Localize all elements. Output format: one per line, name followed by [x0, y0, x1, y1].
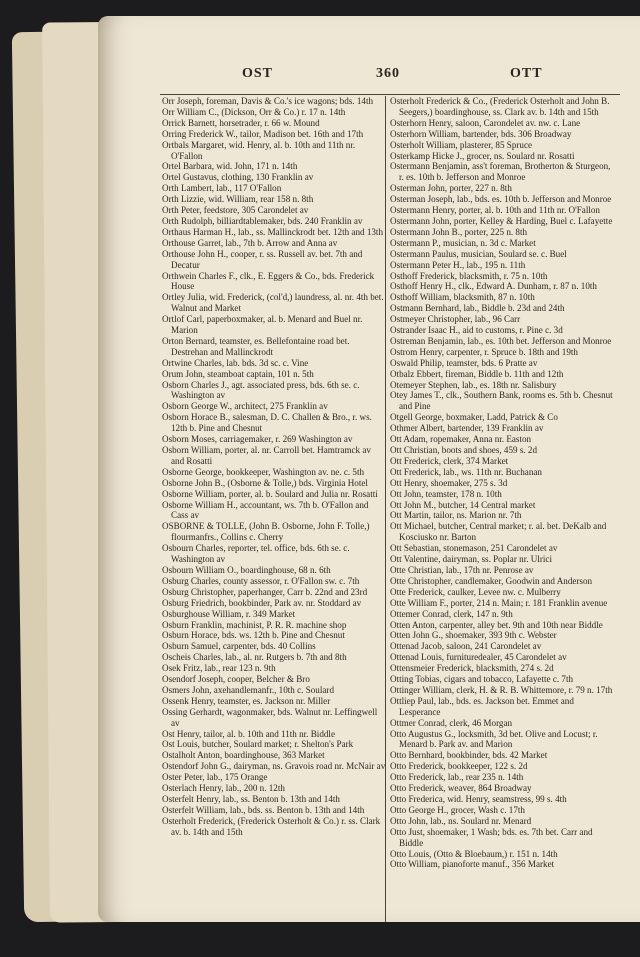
directory-entry: Ostmann Bernhard, lab., Biddle b. 23d and 24th [390, 303, 565, 314]
directory-entry: Osbourn Charles, reporter, tel. office, bds. 6th se. c. Washington av [162, 543, 350, 565]
directory-entry: Ott Frederick, lab., ws. 11th nr. Buchanan [390, 466, 542, 477]
directory-entry: Otto Louis, (Otto & Bloebaum,) r. 151 n. 14th [390, 848, 558, 859]
directory-entry: Ottmer Conrad, clerk, 46 Morgan [390, 717, 513, 728]
directory-entry: Otto John, lab., ns. Soulard nr. Menard [390, 815, 532, 826]
directory-entry: Ottinger William, clerk, H. & R. B. Whittemore, r. 79 n. 17th [390, 684, 613, 695]
directory-page [98, 16, 640, 922]
directory-entry: Osterman John, porter, 227 n. 8th [390, 183, 512, 194]
directory-entry: Ortwine Charles, lab. bds. 3d sc. c. Vine [162, 357, 309, 368]
directory-entry: Ott John, teamster, 178 n. 10th [390, 488, 502, 499]
directory-entry: Ost Henry, tailor, al. b. 10th and 11th nr. Biddle [162, 728, 335, 739]
directory-entry: Otte Frederick, caulker, Levee nw. c. Mulberry [390, 586, 561, 597]
header-left-guide-word: OST [242, 66, 274, 81]
directory-entry: Ott Frederick, clerk, 374 Market [390, 455, 509, 466]
directory-entry: Osborne William H., accountant, ws. 7th b. O'Fallon and Cass av [162, 499, 369, 521]
directory-entry: Orr William C., (Dickson, Orr & Co.) r. 17 n. 14th [162, 106, 346, 117]
directory-entry: Otto Bernhard, bookbinder, bds. 42 Market [390, 750, 548, 761]
directory-entry: Osburn Horace, bds. ws. 12th b. Pine and Chesnut [162, 630, 345, 641]
directory-entry: Osterman Joseph, lab., bds. es. 10th b. Jefferson and Monroe [390, 194, 612, 205]
directory-entry: Osthoff Henry H., clk., Edward A. Dunham, r. 87 n. 10th [390, 281, 597, 292]
directory-entry: Osborn William, porter, al. nr. Carroll bet. Hamtramck av and Rosatti [162, 445, 371, 466]
directory-entry: Ott Martin, tailor, ns. Marion nr. 7th [390, 510, 522, 521]
directory-entry: Oswald Philip, teamster, bds. 6 Pratte av [390, 357, 538, 368]
directory-entry: Osborne William, porter, al. b. Soulard and Julia nr. Rosatti [162, 488, 378, 499]
directory-entry: Ossenk Henry, teamster, es. Jackson nr. Miller [162, 695, 331, 706]
directory-entry: Ostrander Isaac H., aid to customs, r. Pine c. 3d [390, 325, 563, 336]
directory-entry: Osterholt William, plasterer, 85 Spruce [390, 139, 533, 150]
directory-entry: Osburghouse William, r. 349 Market [162, 608, 296, 619]
directory-entry: Ottenad Louis, furnituredealer, 45 Carondelet av [390, 652, 567, 663]
directory-entry: Ostermann Henry, porter, al. b. 10th and 11th nr. O'Fallon [390, 205, 600, 216]
directory-entry: Oscheis Charles, lab., al. nr. Rutgers b. 7th and 8th [162, 652, 347, 663]
page-header [98, 66, 640, 88]
directory-entry: Orrick Barnett, horsetrader, r. 66 w. Mound [162, 117, 320, 128]
directory-entry: Ott Adam, ropemaker, Anna nr. Easton [390, 434, 532, 445]
directory-entry: Osterholt Frederick & Co., (Frederick Osterholt and John B. Seegers,) boardinghouse, ss. Clark av. b. 14th and 15th [390, 96, 610, 117]
directory-entry: Osterlach Henry, lab., 200 n. 12th [162, 783, 285, 794]
directory-entry: Osborn Charles J., agt. associated press, bds. 6th se. c. Washington av [162, 379, 360, 401]
directory-entry: Ostrom Henry, carpenter, r. Spruce b. 18th and 19th [390, 346, 578, 357]
directory-entry: Oster Peter, lab., 175 Orange [162, 772, 268, 783]
directory-entry: Otto Just, shoemaker, 1 Wash; bds. es. 7th bet. Carr and Biddle [390, 826, 593, 848]
directory-entry: Osburg Friedrich, bookbinder, Park av. nr. Stoddard av [162, 597, 362, 608]
directory-entry: Othmer Albert, bartender, 139 Franklin av [390, 423, 544, 434]
directory-entry: Osterfelt Henry, lab., ss. Benton b. 13th and 14th [162, 794, 340, 804]
directory-entry: Orth Lizzie, wid. William, rear 158 n. 8th [162, 194, 314, 205]
directory-entry: Osborn Horace B., salesman, D. C. Challen & Bro., r. ws. 12th b. Pine and Chesnut [162, 412, 372, 434]
directory-entry: Ostermann Peter H., lab., 195 n. 11th [390, 259, 526, 270]
directory-entry: Ostermann John, porter, Kelley & Harding, Buel c. Lafayette [390, 215, 613, 226]
directory-entry: Osterhorn William, bartender, bds. 306 Broadway [390, 128, 572, 139]
directory-entry: Osburn Samuel, carpenter, bds. 40 Collins [162, 641, 316, 652]
directory-entry: Ostermann John B., porter, 225 n. 8th [390, 226, 528, 237]
header-rule [160, 94, 620, 95]
directory-entry: Osendorf Joseph, cooper, Belcher & Bro [162, 674, 310, 685]
directory-entry: Osek Fritz, lab., rear 123 n. 9th [162, 663, 276, 674]
directory-entry: Ott Sebastian, stonemason, 251 Carondelet av [390, 543, 558, 554]
directory-entry: Ostreman Benjamin, lab., es. 10th bet. Jefferson and Monroe [390, 335, 612, 346]
directory-entry: Ostmeyer Christopher, lab., 96 Carr [390, 314, 521, 325]
directory-entry: Otgell George, boxmaker, Ladd, Patrick & Co [390, 412, 558, 423]
directory-entry: Osburg Christopher, paperhanger, Carr b. 22nd and 23rd [162, 586, 368, 597]
header-right-guide-word: OTT [510, 66, 543, 81]
directory-entry: Ortley Julia, wid. Frederick, (col'd,) laundress, al. nr. 4th bet. Walnut and Market [162, 292, 384, 314]
directory-entry: Orth Lambert, lab., 117 O'Fallon [162, 183, 282, 194]
directory-entry: Ortbals Margaret, wid. Henry, al. b. 10th and 11th nr. O'Fallon [162, 139, 356, 161]
directory-entry: Otto Frederica, wid. Henry, seamstress, 99 s. 4th [390, 794, 567, 804]
directory-entry: Osburg Charles, county assessor, r. O'Fallon sw. c. 7th [162, 575, 360, 586]
directory-entry: Osthoff William, blacksmith, 87 n. 10th [390, 292, 535, 303]
directory-entry: Otto Frederick, bookkeeper, 122 s. 2d [390, 761, 528, 772]
directory-entry: Ottemer Conrad, clerk, 147 n. 9th [390, 608, 513, 619]
directory-entry: Ostermann Benjamin, ass't foreman, Brotherton & Sturgeon, r. es. 10th b. Jefferson and Monroe [390, 161, 611, 183]
directory-entry: Ottensmeier Frederick, blacksmith, 274 s. 2d [390, 663, 554, 674]
directory-entry: Orthouse Garret, lab., 7th b. Arrow and Anna av [162, 237, 338, 248]
directory-entry: Osburn Franklin, machinist, P. R. R. machine shop [162, 619, 347, 630]
directory-entry: Ostalholt Anton, boardinghouse, 363 Market [162, 750, 325, 761]
directory-entry: Ottenad Jacob, saloon, 241 Carondelet av [390, 641, 542, 652]
directory-entry: Ostendorf John G., dairyman, ns. Gravois road nr. McNair av [162, 761, 386, 772]
directory-entry: Ost Louis, butcher, Soulard market; r. Shelton's Park [162, 739, 354, 750]
directory-entry: Otto Augustus G., locksmith, 3d bet. Olive and Locust; r. Menard b. Park av. and Marion [390, 728, 598, 750]
directory-entry: Otey James T., clk., Southern Bank, rooms es. 5th b. Chesnut and Pine [390, 390, 613, 412]
directory-entry: Otto William, pianoforte manuf., 356 Market [390, 859, 555, 870]
directory-entry: Osmers John, axehandlemanfr., 10th c. Soulard [162, 684, 334, 695]
directory-entry: Osborne George, bookkeeper, Washington av. ne. c. 5th [162, 466, 365, 477]
directory-entry: Otte Christian, lab., 17th nr. Penrose av [390, 564, 534, 575]
directory-entry: OSBORNE & TOLLE, (John B. Osborne, John F. Tolle,) flourmanfrs., Collins c. Cherry [162, 521, 370, 543]
directory-entry: Orth Peter, feedstore, 305 Carondelet av [162, 205, 309, 216]
directory-entry: Orring Frederick W., tailor, Madison bet. 16th and 17th [162, 128, 364, 139]
directory-entry: Orton Bernard, teamster, es. Bellefontaine road bet. Destrehan and Mallinckrodt [162, 335, 350, 357]
directory-entry: Orth Rudolph, billiardtablemaker, bds. 240 Franklin av [162, 215, 363, 226]
directory-entry: Orr Joseph, foreman, Davis & Co.'s ice wagons; bds. 14th [162, 96, 374, 106]
directory-entry: Ortel Barbara, wid. John, 171 n. 14th [162, 161, 298, 172]
directory-entry: Ott Christian, boots and shoes, 459 s. 2d [390, 445, 538, 455]
directory-entry: Osterhorn Henry, saloon, Carondelet av. nw. c. Lane [390, 117, 581, 128]
directory-entry: Otte Christopher, candlemaker, Goodwin and Anderson [390, 575, 593, 586]
directory-entry: Otto Frederick, weaver, 864 Broadway [390, 783, 532, 794]
directory-entry: Otten Anton, carpenter, alley bet. 9th and 10th near Biddle [390, 619, 603, 630]
directory-entry: Ott John M., butcher, 14 Central market [390, 499, 536, 510]
directory-entry: Otting Tobias, cigars and tobacco, Lafayette c. 7th [390, 674, 574, 685]
directory-entry: Otbalz Ebbert, fireman, Biddle b. 11th and 12th [390, 368, 564, 379]
directory-entry: Ossing Gerhardt, wagonmaker, bds. Walnut nr. Leffingwell av [162, 706, 378, 728]
directory-entry: Ostermann P., musician, n. 3d c. Market [390, 237, 536, 248]
directory-entry: Otte William F., porter, 214 n. Main; r. 181 Franklin avenue [390, 597, 608, 608]
directory-entry: Osborn George W., architect, 275 Franklin av [162, 401, 328, 412]
right-column [390, 96, 614, 870]
directory-entry: Osborne John B., (Osborne & Tolle,) bds. Virginia Hotel [162, 477, 368, 488]
directory-entry: Orthaus Harman H., lab., ss. Mallinckrodt bet. 12th and 13th [162, 226, 383, 237]
directory-entry: Osthoff Frederick, blacksmith, r. 75 n. 10th [390, 270, 548, 281]
directory-entry: Ott Henry, shoemaker, 275 s. 3d [390, 477, 508, 488]
directory-entry: Ostermann Paulus, musician, Soulard se. c. Buel [390, 248, 567, 259]
directory-entry: Otemeyer Stephen, lab., es. 18th nr. Salisbury [390, 379, 557, 390]
page-number: 360 [376, 66, 400, 81]
directory-entry: Orthouse John H., cooper, r. ss. Russell av. bet. 7th and Decatur [162, 248, 363, 270]
directory-entry: Otto Frederick, lab., rear 235 n. 14th [390, 772, 524, 783]
directory-entry: Osbourn William O., boardinghouse, 68 n. 6th [162, 564, 331, 575]
directory-entry: Osborn Moses, carriagemaker, r. 269 Washington av [162, 434, 353, 445]
directory-entry: Ottliep Paul, lab., bds. es. Jackson bet. Emmet and Lesperance [390, 695, 574, 717]
directory-entry: Otto George H., grocer, Wash c. 17th [390, 804, 525, 815]
directory-entry: Osterfelt William, lab., bds. ss. Benton b. 13th and 14th [162, 804, 365, 815]
directory-entry: Ortlof Carl, paperboxmaker, al. b. Menard and Buel nr. Marion [162, 314, 363, 336]
directory-entry: Ortel Gustavus, clothing, 130 Franklin av [162, 172, 314, 183]
directory-entry: Orthwein Charles F., clk., E. Eggers & Co., bds. Frederick House [162, 270, 375, 292]
directory-entry: Otten John G., shoemaker, 393 9th c. Webster [390, 630, 557, 641]
directory-entry: Ott Valentine, dairyman, ss. Poplar nr. Ulrici [390, 554, 552, 565]
directory-entry: Osterholt Frederick, (Frederick Osterholt & Co.) r. ss. Clark av. b. 14th and 15th [162, 815, 381, 837]
directory-entry: Osterkamp Hicke J., grocer, ns. Soulard nr. Rosatti [390, 150, 575, 161]
left-column [162, 96, 386, 838]
directory-entry: Ott Michael, butcher, Central market; r. al. bet. DeKalb and Kosciusko nr. Barton [390, 521, 607, 543]
directory-entry: Orum John, steamboat captain, 101 n. 5th [162, 368, 314, 379]
